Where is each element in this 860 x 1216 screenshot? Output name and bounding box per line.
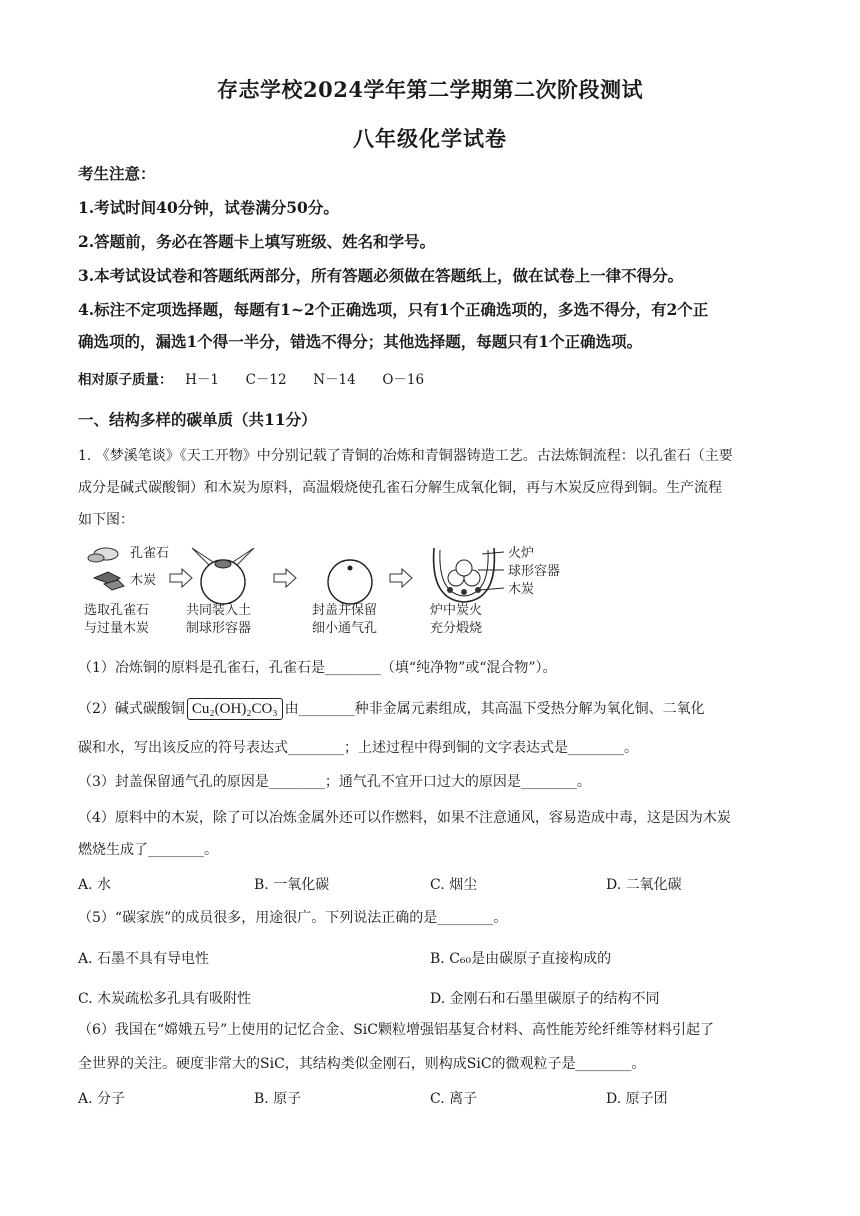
q4-option-c: C. 烟尘 [430,877,478,893]
q2-prefix: （2）碱式碳酸铜 [78,701,185,717]
q3-text: （3）封盖保留通气孔的原因是________；通气孔不宜开口过大的原因是________。 [78,774,591,790]
q5-text: （5）“碳家族”的成员很多，用途很广。下列说法正确的是________。 [78,910,508,926]
q5-option-c: C. 木炭疏松多孔具有吸附性 [78,991,252,1007]
step3-line1: 封盖并保留 [312,603,378,618]
q2-line2: 碳和水，写出该反应的符号表达式________；上述过程中得到铜的文字表达式是________。 [78,740,638,756]
question-intro-3: 如下图： [78,512,134,528]
ball-container-icon [192,548,254,604]
q2-line1 [78,698,790,720]
q6-line1: （6）我国在“嫦娥五号”上使用的记忆合金、SiC颗粒增强铝基复合材料、高性能芳纶纤维等材料引起了 [78,1022,714,1038]
label-malachite: 孔雀石 [130,546,170,561]
notice-item-1: 1.考试时间40分钟，试卷满分50分。 [78,198,339,217]
process-diagram [84,540,584,644]
step4-line1: 炉中炭火 [430,603,483,618]
mass-o: O－16 [382,372,425,388]
q2-formula: Cu₂(OH)₂CO₃ [187,698,283,720]
q4-option-a: A. 水 [78,877,112,893]
q6-option-c: C. 离子 [430,1091,478,1107]
q6-option-d: D. 原子团 [606,1091,668,1107]
charcoal-icon [94,572,124,590]
exam-title: 存志学校2024学年第二学期第二次阶段测试 [217,77,643,102]
step1-line2: 与过量木炭 [84,621,150,636]
legend-furnace: 火炉 [508,546,535,561]
arrow-icon [390,569,412,587]
arrow-icon [274,569,296,587]
step2-line1: 共同装入土 [186,603,252,618]
arrow-icon [170,569,192,587]
q6-line2: 全世界的关注。硬度非常大的SiC，其结构类似金刚石，则构成SiC的微观粒子是________。 [78,1056,646,1072]
q6-option-a: A. 分子 [78,1091,126,1107]
atomic-masses [78,370,790,390]
q4-option-b: B. 一氧化碳 [254,877,330,893]
notice-heading: 考生注意： [78,164,156,183]
step1-line1: 选取孔雀石 [84,603,150,618]
q2-suffix: 由________种非金属元素组成，其高温下受热分解为氧化铜、二氧化 [284,701,705,717]
notice-item-3: 3.本考试设试卷和答题纸两部分，所有答题必须做在答题纸上，做在试卷上一律不得分。 [78,266,684,285]
malachite-icon [88,548,118,562]
notice-item-2: 2.答题前，务必在答题卡上填写班级、姓名和学号。 [78,232,436,251]
legend-charcoal: 木炭 [508,582,535,597]
notice-item-5: 确选项的，漏选1个得一半分，错选不得分；其他选择题，每题只有1个正确选项。 [78,332,643,351]
mass-c: C－12 [245,372,287,388]
step3-line2: 细小通气孔 [312,621,378,636]
mass-h: H－1 [185,372,219,388]
q5-option-b: B. C₆₀是由碳原子直接构成的 [430,951,612,967]
exam-subtitle: 八年级化学试卷 [353,126,507,151]
q5-option-d: D. 金刚石和石墨里碳原子的结构不同 [430,991,660,1007]
notice-item-4: 4.标注不定项选择题，每题有1~2个正确选项，只有1个正确选项的，多选不得分，有2个正 [78,300,709,319]
mass-n: N－14 [313,372,356,388]
sealed-ball-icon [328,560,372,604]
q5-option-a: A. 石墨不具有导电性 [78,951,210,967]
step2-line2: 制球形容器 [186,621,252,636]
label-charcoal: 木炭 [130,573,157,588]
q4-line1: （4）原料中的木炭，除了可以冶炼金属外还可以作燃料，如果不注意通风，容易造成中毒，这是因为木炭 [78,810,731,826]
q4-option-d: D. 二氧化碳 [606,877,682,893]
q4-line2: 燃烧生成了________。 [78,842,218,858]
legend-ball-container: 球形容器 [508,564,561,579]
step4-line2: 充分煅烧 [430,621,483,636]
atomic-masses-label: 相对原子质量： [78,372,173,388]
q1-text: （1）冶炼铜的原料是孔雀石，孔雀石是________（填“纯净物”或“混合物”）。 [78,660,557,676]
question-intro-1: 1. 《梦溪笔谈》《天工开物》中分别记载了青铜的冶炼和青铜器铸造工艺。古法炼铜流程：以孔雀石（主要 [78,448,733,464]
q6-option-b: B. 原子 [254,1091,302,1107]
question-intro-2: 成分是碱式碳酸铜）和木炭为原料，高温煅烧使孔雀石分解生成氧化铜，再与木炭反应得到铜。生产流程 [78,480,722,496]
section-heading: 一、结构多样的碳单质（共11分） [78,410,317,429]
furnace-icon [434,548,504,602]
